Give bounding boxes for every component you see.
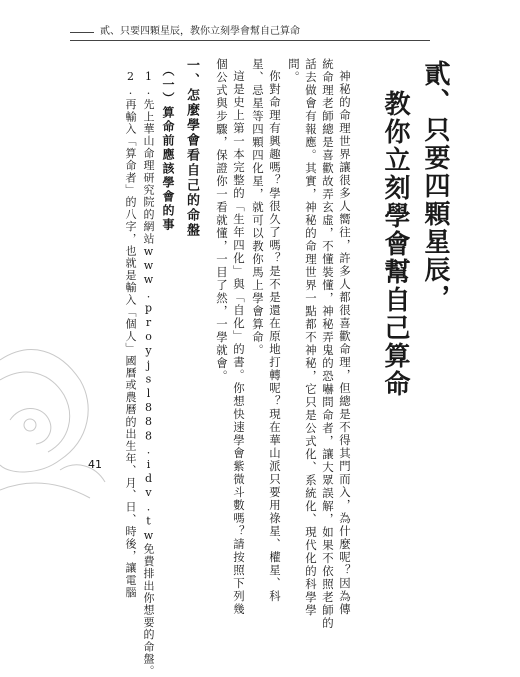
subsection-item-1: 1.先上華山命理研究院的網站www.proyjsl888.idv.tw免費排出你想要的命盤。	[142, 70, 155, 677]
paragraph-3-line-2: 個公式與步驟，保證你一看就懂，一目了然，一學就會。	[215, 58, 229, 383]
running-header	[70, 18, 430, 41]
paragraph-1-line-3: 話去做會有報應。其實，神秘的命理世界一點都不神秘，它只是公式化、系統化、現代化的科學學	[304, 58, 318, 617]
paragraph-2-line-1: 你對命理有興趣嗎？學很久了嗎？是不是還在原地打轉呢？現在華山派只要用祿星、權星、科	[268, 70, 282, 603]
subsection-heading: （一）算命前應該學會的事	[161, 64, 175, 232]
paragraph-1-line-2: 統命理老師總是喜歡故弄玄虛，不懂裝懂，神秘弄鬼的恐嚇問命者，讓大眾誤解，如果不依照老師的	[321, 58, 335, 630]
header-rule	[70, 22, 94, 33]
paragraph-2-line-2: 星、忌星等四顆四化星，就可以教你馬上學會算命。	[251, 58, 265, 357]
chapter-title-line-2: 教你立刻學會幫自己算命	[380, 90, 410, 398]
chapter-title-line-1: 貳、只要四顆星辰，	[420, 60, 450, 312]
section-heading: 一、怎麼學會看自己的命盤	[184, 58, 199, 238]
subsection-item-2: 2.再輸入「算命者」的八字，也就是輸入「個人」國曆或農曆的出生年、月、日、時後，讓電腦	[124, 70, 137, 599]
decorative-ornament	[0, 300, 120, 500]
paragraph-1-line-4: 問。	[287, 58, 301, 84]
paragraph-1-line-1: 神秘的命理世界讓很多人嚮往，許多人都很喜歡命理，但總是不得其門而入，為什麼呢？因為傳	[338, 70, 352, 616]
page-number: 41	[88, 458, 102, 471]
running-header-text: 貳、只要四顆星辰，教你立刻學會幫自己算命	[100, 26, 300, 37]
paragraph-3-line-1: 這是史上第一本完整的「生年四化」與「自化」的書。你想快速學會紫微斗數嗎？請按照下列幾	[232, 70, 246, 616]
